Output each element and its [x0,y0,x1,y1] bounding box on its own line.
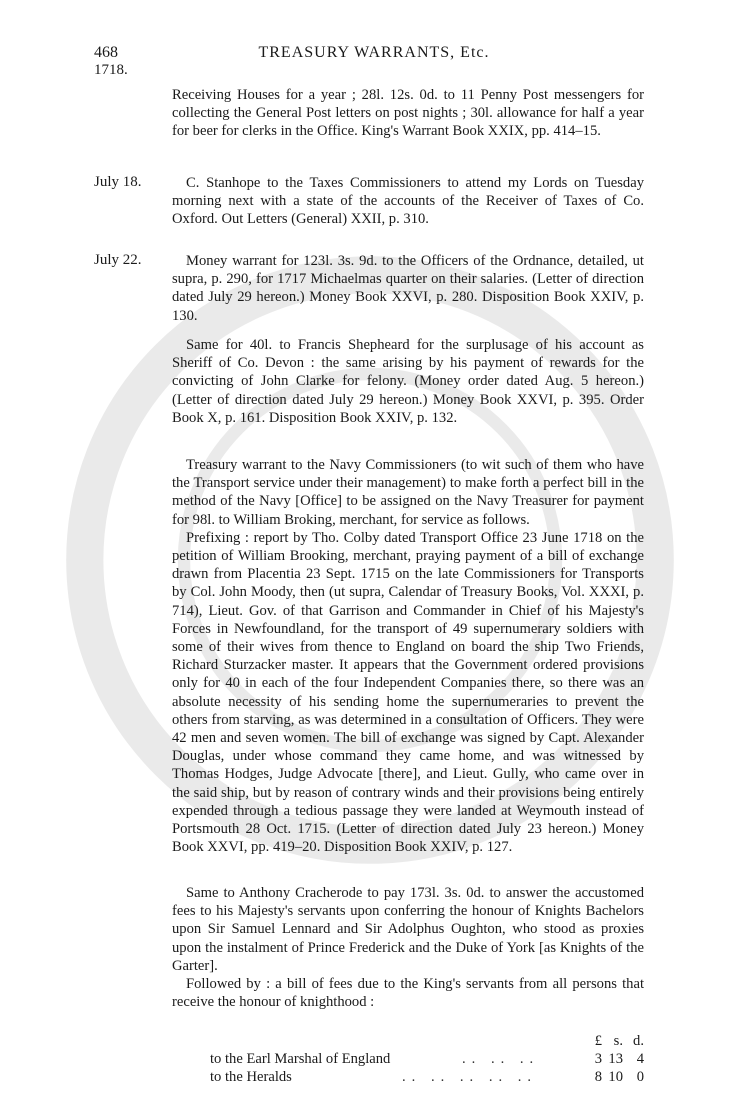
page-header [94,44,654,68]
entry-prefixing: Prefixing : report by Tho. Colby dated Transport Office 23 June 1718 on the petition of William Brooking, merchant, praying payment of a bill of exchange drawn from Placentia 23 Sept. 1715 on the late Commissioners for Transports by Col. John Moody, then (ut supra, Calendar of Treasury Books, Vol. XXXI, p. 714), Lieut. Gov. of that Garrison and Commander in Chief of his Majesty's Forces in Newfoundland, for the transport of 49 supernumerary soldiers with some of their wives from thence to England on board the ship Two Friends, Richard Sturzacker master. It appears that the Government ordered provisions only for 40 in each of the four Independent Companies there, so there was an absolute necessity of his sending home the supernumeraries to prevent the others from starving, as was determined in a consultation of Officers. They were 42 men and seven women. The bill of exchange was signed by Capt. Alexander Douglas, under whose command they came home, and was witnessed by Thomas Hodges, Judge Advocate [there], and Lieut. Gully, who came over in the said ship, but by reason of contrary winds and their provisions being entirely expended through a tedious passage they were landed at Weymouth instead of Portsmouth 28 Oct. 1715. (Letter of direction dated July 23 hereon.) Money Book XXVI, pp. 419–20. Disposition Book XXIV, p. 127. [172,529,644,856]
leader-dots: .. .. .. [462,1051,540,1068]
entry-followed-by: Followed by : a bill of fees due to the King's servants from all persons that receive the honour of knighthood : [172,976,644,1011]
entry-text: Same for 40l. to Francis Shepheard for the surplusage of his account as Sheriff of Co. Devon : the same arising by his payment of rewards for the convicting of John Clarke for felony. (Money order dated Aug. 5 hereon.) (Letter of direction dated July 29 hereon.) Money Book XXVI, p. 395. Order Book X, p. 161. Disposition Book XXIV, p. 132. [172,337,644,426]
entry-navy-commissioners [172,456,644,856]
entry-receiving-houses [172,86,644,141]
fees-table [172,1032,644,1087]
fee-label: to the Earl Marshal of England [210,1051,391,1068]
entry-taxes-commissioners [172,174,644,229]
entry-text: Same to Anthony Cracherode to pay 173l. 3s. 0d. to answer the accustomed fees to his Majesty's servants upon conferring the honour of Knights Bachelors upon Sir Samuel Lennard and Sir Adolphus Oughton, who stood as proxies upon the instalment of Prince Frederick and the Duke of York [as Knights of the Garter]. [172,885,644,974]
fee-label: to the Heralds [210,1069,292,1086]
leader-dots: .. .. .. .. .. [402,1069,538,1086]
table-row [172,1068,644,1086]
margin-date-july-18: July 18. [94,174,142,190]
page-number: 468 [94,44,118,61]
entry-text: Money warrant for 123l. 3s. 9d. to the Officers of the Ordnance, detailed, ut supra, p. 290, for 1717 Michaelmas quarter on their salaries. (Letter of direction dated July 29 hereon.) Money Book XXVI, p. 280. Disposition Book XXIV, p. 130. [172,253,644,324]
fee-shillings: 10 [608,1069,623,1086]
running-head: TREASURY WARRANTS, Etc. [258,44,490,61]
fee-pounds: 8 [594,1069,602,1086]
fee-pounds: 3 [594,1051,602,1068]
column-pounds: £ [594,1033,602,1049]
fee-pence: 0 [636,1069,644,1086]
fees-header-row [172,1032,644,1050]
entry-ordnance-warrant [172,252,644,325]
fee-pence: 4 [636,1051,644,1068]
table-row [172,1050,644,1068]
entry-text: C. Stanhope to the Taxes Commissioners to attend my Lords on Tuesday morning next with a state of the accounts of the Receiver of Taxes of Co. Oxford. Out Letters (General) XXII, p. 310. [172,175,644,228]
entry-text: Treasury warrant to the Navy Commissioners (to wit such of them who have the Transport service under their management) to make forth a perfect bill in the method of the Navy [Office] to be assigned on the Navy Treasurer for payment for 98l. to William Broking, merchant, for service as follows. [172,457,644,528]
fee-shillings: 13 [608,1051,623,1068]
margin-date-july-22: July 22. [94,252,142,268]
margin-year: 1718. [94,62,128,78]
entry-cracherode [172,884,644,1011]
column-pence: d. [633,1033,644,1049]
column-shillings: s. [613,1033,623,1049]
entry-shepheard [172,336,644,427]
entry-text: Receiving Houses for a year ; 28l. 12s. 0d. to 11 Penny Post messengers for collecting the General Post letters on post nights ; 30l. allowance for half a year for beer for clerks in the Office. King's Warrant Book XXIX, pp. 414–15. [172,87,644,140]
